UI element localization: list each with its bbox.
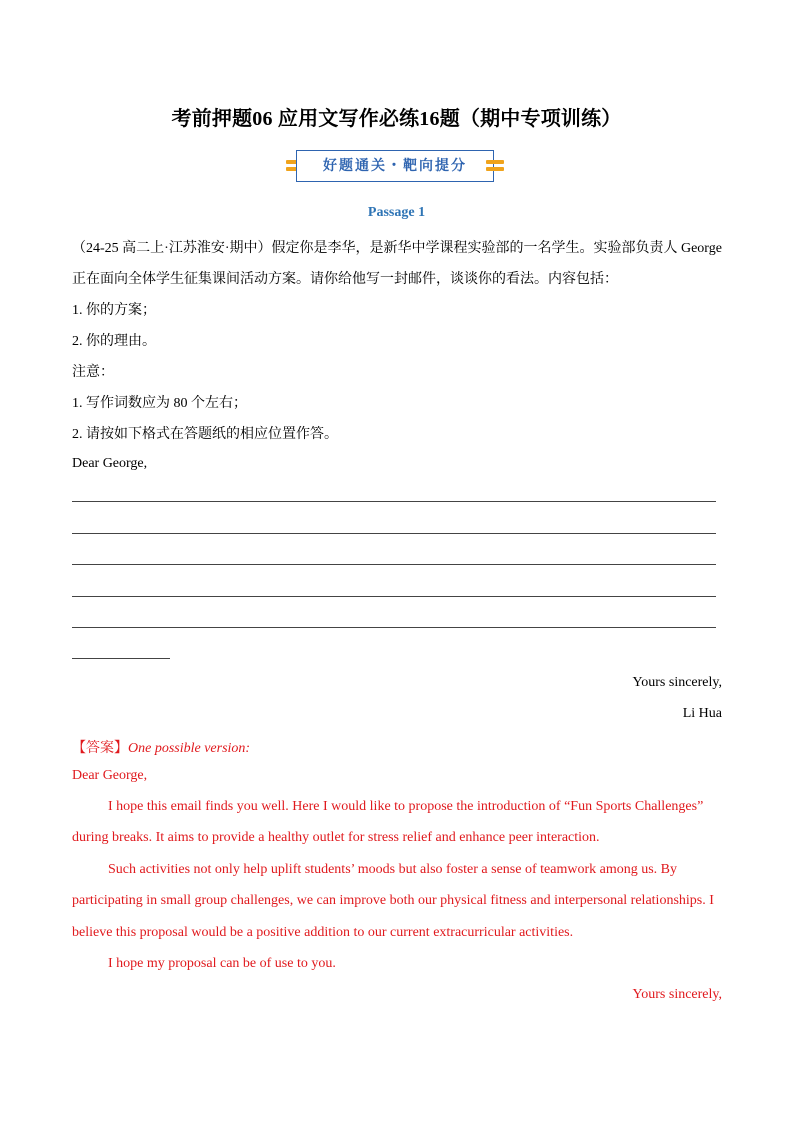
question-text-line-1: （24-25 高二上·江苏淮安·期中）假定你是李华，是新华中学课程实验部的一名学生。实验部负责人 George <box>72 241 722 256</box>
note-1: 1. 写作词数应为 80 个左右； <box>72 396 247 411</box>
content-point-2: 2. 你的理由。 <box>72 334 156 349</box>
letter-greeting: Dear George, <box>72 456 148 471</box>
answer-line-5 <box>72 627 716 628</box>
answer-line-3 <box>72 564 716 565</box>
answer-paragraph-1-line-2: during breaks. It aims to provide a healthy outlet for stress relief and enhance peer interaction. <box>72 830 600 845</box>
passage-heading: Passage 1 <box>367 205 426 220</box>
section-banner <box>284 150 506 186</box>
letter-signature: Li Hua <box>682 706 722 721</box>
answer-paragraph-1-line-1: I hope this email finds you well. Here I would like to propose the introduction of “Fun Sports Challenges” <box>108 799 704 814</box>
answer-line-1 <box>72 501 716 502</box>
letter-closing: Yours sincerely, <box>632 675 722 690</box>
answer-closing: Yours sincerely, <box>632 987 722 1002</box>
answer-line-4 <box>72 596 716 597</box>
answer-greeting: Dear George, <box>72 768 148 783</box>
answer-paragraph-2-line-1: Such activities not only help uplift students’ moods but also foster a sense of teamwork among us. By <box>108 862 677 877</box>
answer-label-text: 【答案】 <box>72 741 128 756</box>
answer-version-note: One possible version: <box>128 741 251 756</box>
answer-line-2 <box>72 533 716 534</box>
answer-label <box>72 737 250 757</box>
banner-text: 好题通关・靶向提分 <box>323 158 467 174</box>
page-title: 考前押题06 应用文写作必练16题（期中专项训练） <box>171 108 622 130</box>
answer-line-6 <box>72 658 170 659</box>
question-text-line-2: 正在面向全体学生征集课间活动方案。请你给他写一封邮件，谈谈你的看法。内容包括： <box>72 272 618 287</box>
answer-paragraph-2-line-3: believe this proposal would be a positive addition to our current extracurricular activities. <box>72 925 574 940</box>
note-label: 注意： <box>72 365 114 380</box>
content-point-1: 1. 你的方案； <box>72 303 156 318</box>
note-2: 2. 请按如下格式在答题纸的相应位置作答。 <box>72 427 338 442</box>
banner-decoration-right <box>486 159 504 173</box>
answer-paragraph-2-line-2: participating in small group challenges, we can improve both our physical fitness and interpersonal relationships. I <box>72 893 714 908</box>
answer-paragraph-3-line-1: I hope my proposal can be of use to you. <box>108 956 336 971</box>
